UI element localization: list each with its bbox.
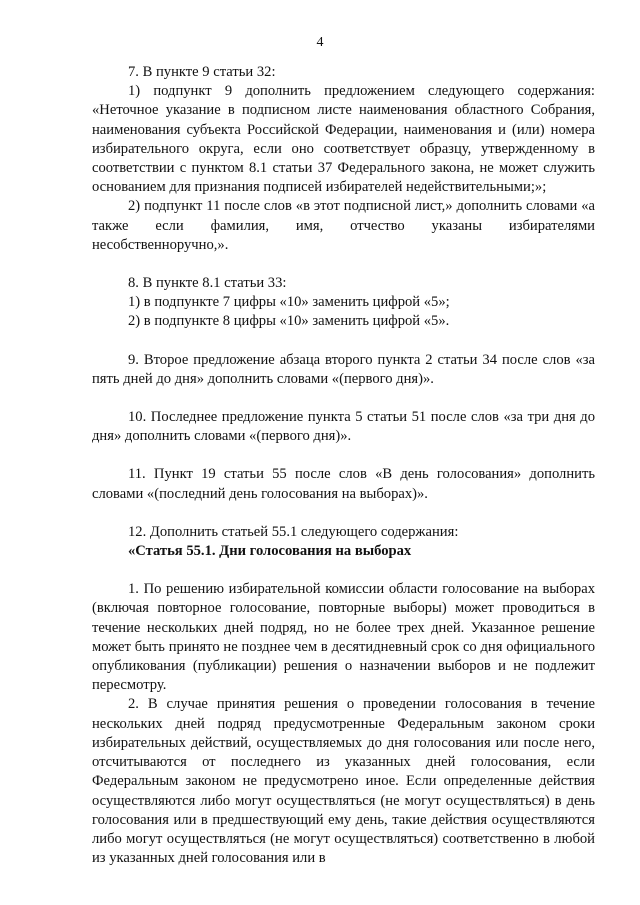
spacer: [92, 446, 595, 465]
item8-subitem1: 1) в подпункте 7 цифры «10» заменить цифрой «5»;: [128, 294, 450, 311]
article-title: «Статья 55.1. Дни голосования на выборах: [128, 543, 412, 560]
article-paragraph-1: 1. По решению избирательной комиссии области голосование на выборах (включая повторное голосование, повторные выборы) может проводиться в течение нескольких дней подряд, но не более трех дней. Указанное решение может быть принято не позднее чем в десятидневный срок со дня официального опубликования (публикации) решения о назначении выборов и не подлежит пересмотру.: [92, 581, 595, 694]
spacer: [92, 561, 595, 580]
page-number: 4: [316, 35, 324, 50]
spacer: [92, 332, 595, 351]
item10: 10. Последнее предложение пункта 5 статьи 51 после слов «за три дня до дня» дополнить словами «(первого дня)».: [92, 409, 595, 445]
spacer: [92, 504, 595, 523]
article-paragraph-2: 2. В случае принятия решения о проведении голосования в течение нескольких дней подряд предусмотренные Федеральным законом сроки избирательных действий, осуществляемых до дня голосования или после него, отсчитываются от последнего из указанных дней голосования, если Федеральным законом не предусмотрено иное. Если определенные действия осуществляются либо могут осуществляться (не могут осуществляться) в день голосования или в предшествующий ему день, такие действия осуществляются либо могут осуществляться (не могут осуществляться) соответственно в любой из указанных дней голосования или в: [92, 696, 595, 867]
item12-heading: 12. Дополнить статьей 55.1 следующего содержания:: [128, 523, 459, 540]
spacer: [92, 255, 595, 274]
item7-heading: 7. В пункте 9 статьи 32:: [128, 64, 276, 80]
item8-heading: 8. В пункте 8.1 статьи 33:: [128, 275, 287, 292]
item7-subitem2: 2) подпункт 11 после слов «в этот подписной лист,» дополнить словами «а также если фамилия, имя, отчество указаны избирателями несобственноручно,».: [92, 198, 595, 253]
item11: 11. Пункт 19 статьи 55 после слов «В день голосования» дополнить словами «(последний день голосования на выборах)».: [92, 466, 595, 502]
item8-subitem2: 2) в подпункте 8 цифры «10» заменить цифрой «5».: [128, 313, 450, 330]
document-body: [92, 63, 595, 868]
spacer: [92, 389, 595, 408]
item9: 9. Второе предложение абзаца второго пункта 2 статьи 34 после слов «за пять дней до дня» дополнить словами «(первого дня)».: [92, 351, 595, 387]
item7-subitem1: 1) подпункт 9 дополнить предложением следующего содержания: «Неточное указание в подписном листе наименования областного Собрания, наименования субъекта Российской Федерации, наименования и (или) номера избирательного округа, если оно соответствует образцу, утвержденному в соответствии с пунктом 8.1 статьи 37 Федерального закона, не может служить основанием для признания подписей избирателей недействительными;»;: [92, 83, 595, 196]
